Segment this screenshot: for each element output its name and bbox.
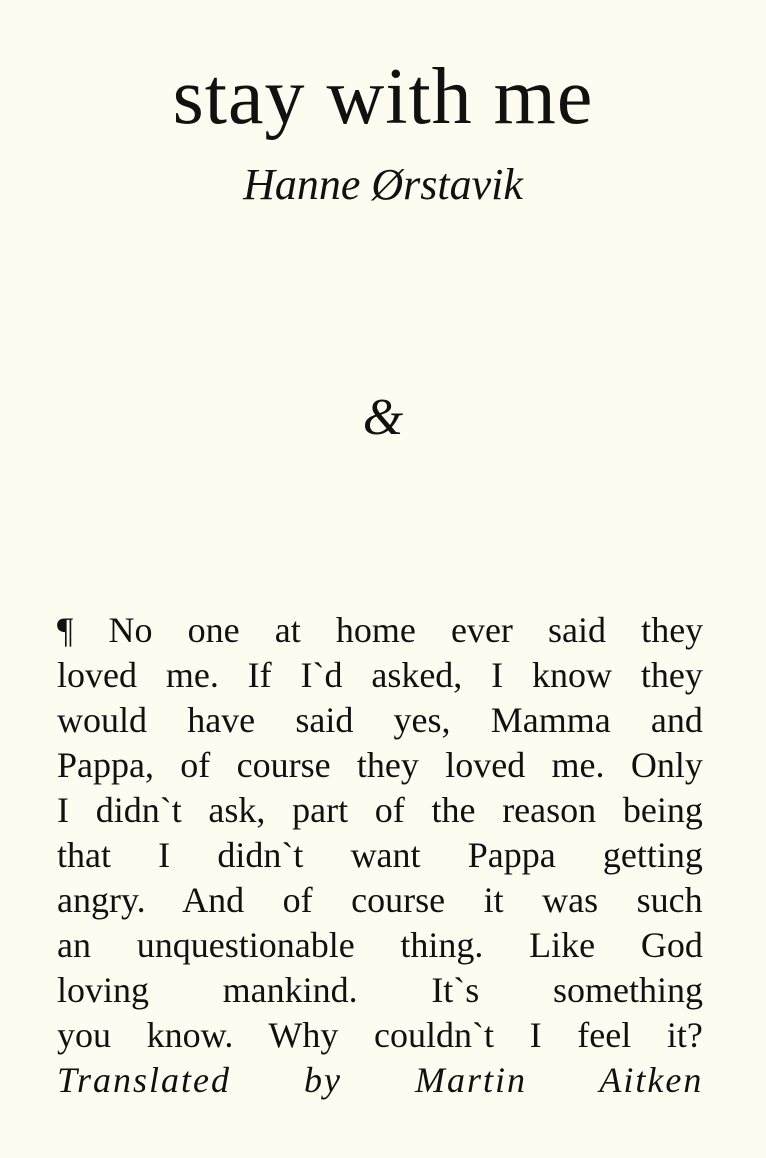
excerpt-line: would have said yes, Mamma and: [57, 700, 703, 740]
translator-credit: Translated by Martin Aitken: [57, 1060, 704, 1100]
author-name: Hanne Ørstavik: [243, 160, 523, 209]
excerpt-line: loved me. If I`d asked, I know they: [57, 655, 703, 695]
excerpt-line: ¶ No one at home ever said they: [57, 610, 704, 650]
book-title: stay with me: [172, 53, 594, 141]
excerpt-block: [57, 608, 703, 1103]
excerpt-line: I didn`t ask, part of the reason being: [57, 790, 703, 830]
excerpt-line: loving mankind. It`s something: [57, 970, 703, 1010]
excerpt-line: Pappa, of course they loved me. Only: [57, 745, 703, 785]
excerpt-line: you know. Why couldn`t I feel it?: [57, 1015, 703, 1055]
ampersand-mark: &: [362, 389, 404, 446]
excerpt-line: angry. And of course it was such: [57, 880, 703, 920]
excerpt-line: that I didn`t want Pappa getting: [57, 835, 703, 875]
excerpt-line: an unquestionable thing. Like God: [57, 925, 703, 965]
